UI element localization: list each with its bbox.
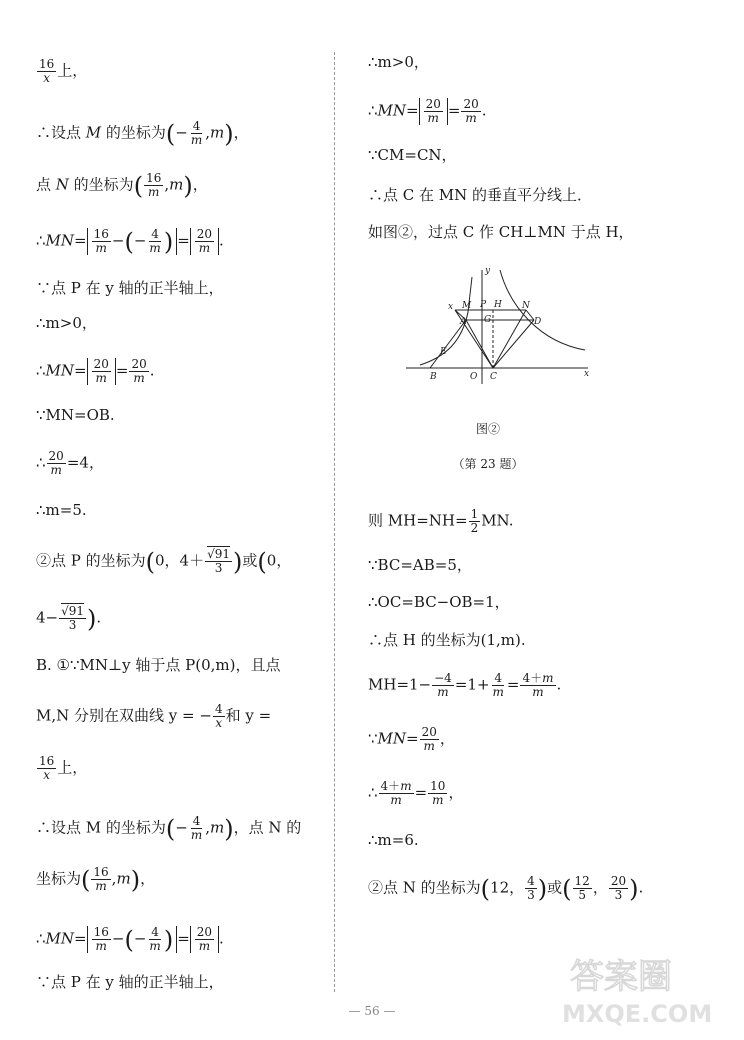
left-line-5: ∵点 P 在 y 轴的正半轴上， — [36, 279, 224, 297]
figure-subcaption: （第 23 题） — [452, 457, 524, 471]
right-line-8: ∴OC=BC−OB=1， — [368, 593, 510, 611]
segment-ac — [466, 320, 493, 368]
right-line-14: ②点 N 的坐标为(12， $\frac{4}{3}$ )或( $\frac{12}{5}$ ， $\frac{20}{3}$ ). — [368, 874, 644, 903]
label-n: N — [522, 301, 530, 311]
column-divider — [334, 52, 335, 992]
left-line-7: ∴MN= $\frac{20}{m}$ = $\frac{20}{m}$ . — [36, 357, 155, 385]
right-line-4: ∴点 C 在 MN 的垂直平分线上． — [368, 186, 593, 204]
right-line-6: 则 MH=NH= $\frac{1}{2}$ MN. — [368, 507, 514, 535]
hyperbola-figure — [400, 262, 600, 387]
label-d: D — [534, 317, 542, 327]
left-line-16: ∴设点 M 的坐标为(− $\frac{4}{m}$ ,m)，点 N 的 — [36, 814, 302, 843]
watermark-top: 答案圈 — [570, 957, 672, 997]
segment-ba — [430, 320, 466, 368]
watermark-bottom: MXQE.COM — [562, 1000, 713, 1028]
left-line-4: ∴MN= $\frac{16}{m}$ −(− $\frac{4}{m}$ ) = $\frac{20}{m}$ . — [36, 227, 224, 256]
right-line-2: ∴MN= $\frac{20}{m}$ = $\frac{20}{m}$ . — [368, 97, 487, 125]
right-line-5: 如图②，过点 C 作 CH⊥MN 于点 H， — [368, 223, 634, 241]
label-o: O — [470, 372, 478, 382]
label-y: y — [485, 266, 491, 276]
label-x-axis: x — [584, 369, 590, 379]
label-h: H — [494, 300, 502, 310]
left-line-1: $\frac{16}{x}$ 上， — [39, 57, 88, 85]
left-line-8: ∵MN=OB. — [36, 406, 115, 424]
right-line-1: ∴m>0， — [368, 53, 429, 71]
right-line-9: ∴点 H 的坐标为(1,m). — [368, 631, 526, 649]
left-line-3: 点 N 的坐标为( $\frac{16}{m}$ ,m)， — [36, 171, 208, 200]
right-line-13: ∴m=6. — [368, 831, 419, 849]
label-b: B — [430, 372, 437, 382]
label-e: E — [440, 347, 447, 357]
right-line-12: ∴ $\frac{4+m}{m}$ = $\frac{10}{m}$ ， — [368, 779, 464, 807]
left-line-12: 4− $\frac{√91}{3}$ ). — [36, 604, 102, 633]
figure-caption: 图② — [475, 422, 500, 436]
label-p: P — [480, 300, 487, 310]
left-line-2: ∴设点 M 的坐标为(− $\frac{4}{m}$ ,m)， — [36, 119, 249, 148]
left-line-19: ∵点 P 在 y 轴的正半轴上， — [36, 973, 224, 991]
left-line-17: 坐标为( $\frac{16}{m}$ ,m)， — [36, 865, 156, 894]
left-line-14: M,N 分别在双曲线 y = − $\frac{4}{x}$ 和 y = — [36, 702, 272, 730]
left-line-15: $\frac{16}{x}$ 上， — [39, 754, 88, 782]
left-line-6: ∴m>0， — [36, 314, 97, 332]
left-line-13: B. ①∵MN⊥y 轴于点 P(0,m)，且点 — [36, 656, 281, 674]
label-g: G — [484, 315, 492, 325]
label-m: M — [462, 301, 472, 311]
label-a: A — [460, 317, 467, 327]
label-x-left: x — [448, 302, 454, 312]
right-line-7: ∵BC=AB=5， — [368, 556, 472, 574]
watermark-logo — [560, 950, 740, 1030]
left-line-9: ∴ $\frac{20}{m}$ =4， — [36, 449, 104, 477]
right-line-3: ∵CM=CN， — [368, 146, 457, 164]
segment-nc — [493, 310, 526, 368]
segment-dc — [493, 320, 534, 368]
right-line-10: MH=1− $\frac{-4}{m}$ =1+ $\frac{4}{m}$ = $\frac{4+m}{m}$ . — [368, 671, 562, 699]
left-line-11: ②点 P 的坐标为(0，4＋ $\frac{√91}{3}$ )或(0， — [36, 547, 292, 576]
left-line-10: ∴m=5. — [36, 501, 87, 519]
left-line-18: ∴MN= $\frac{16}{m}$ −(− $\frac{4}{m}$ ) = $\frac{20}{m}$ . — [36, 925, 224, 954]
page-number: — 56 — — [348, 1004, 396, 1018]
right-line-11: ∵MN= $\frac{20}{m}$ ， — [368, 725, 455, 753]
label-c: C — [490, 372, 497, 382]
